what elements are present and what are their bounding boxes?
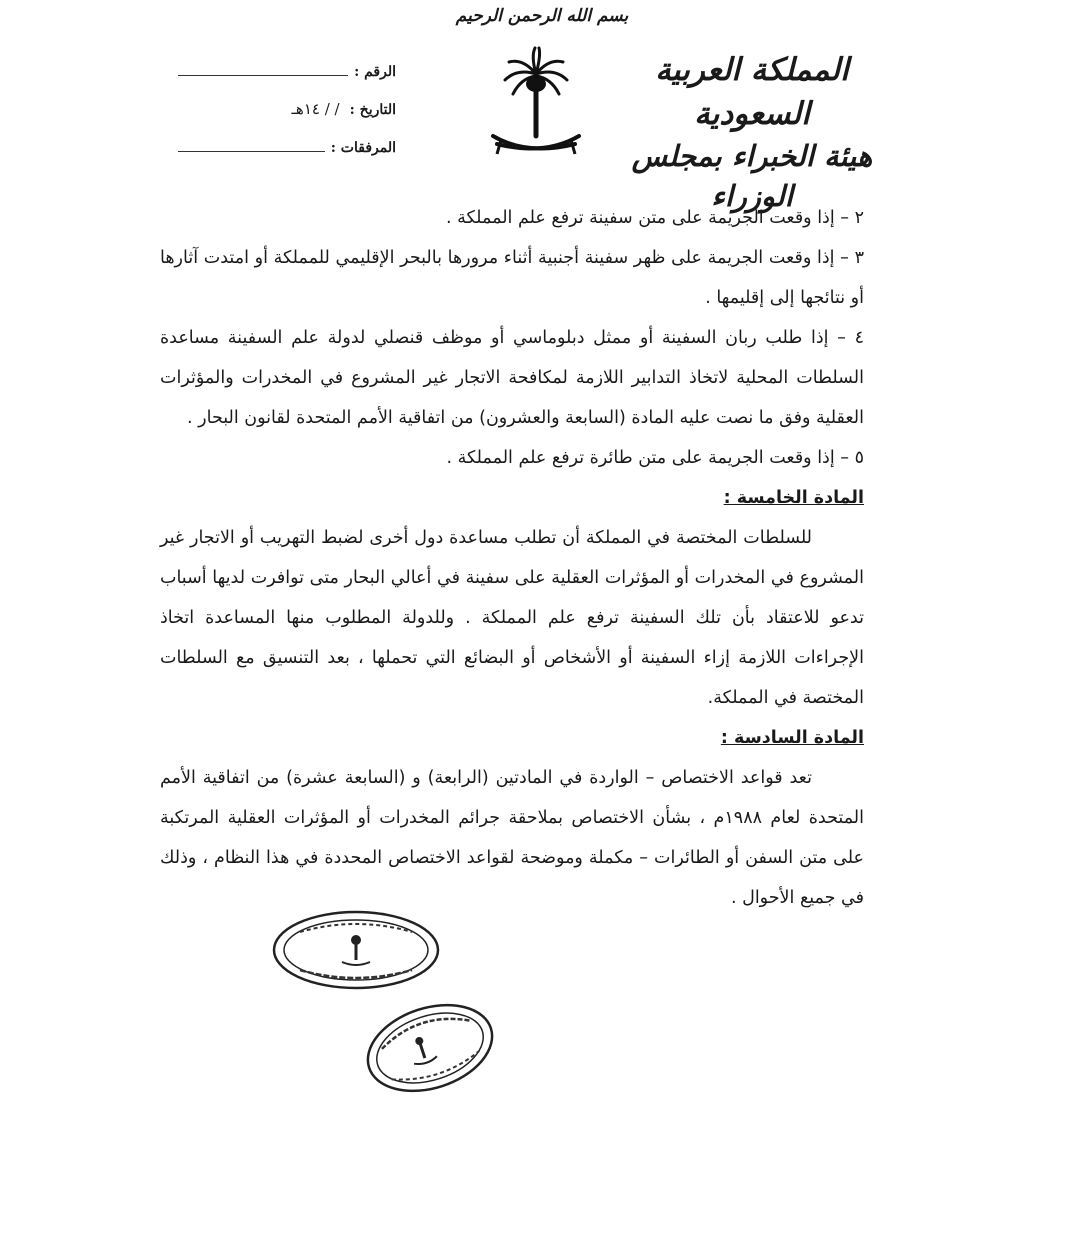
organization-header — [612, 48, 892, 216]
org-line-2: هيئة الخبراء بمجلس الوزراء — [631, 139, 873, 213]
attachments-row — [178, 118, 396, 156]
date-label: التاريخ : — [349, 102, 396, 118]
clause-item: ٥ – إذا وقعت الجريمة على متن طائرة ترفع علم المملكة . — [446, 448, 864, 468]
official-seal-icon — [270, 908, 442, 992]
palm-swords-emblem-icon — [487, 44, 585, 164]
org-line-1: المملكة العربية السعودية — [655, 52, 849, 132]
reference-block — [178, 42, 396, 156]
basmala: بسم الله الرحمن الرحيم — [455, 6, 629, 26]
attachments-line — [178, 150, 325, 152]
clause-item: ٣ – إذا وقعت الجريمة على ظهر سفينة أجنبية أثناء مرورها بالبحر الإقليمي للمملكة أو امتدت آثارها أو نتائجها إلى إقليمها . — [160, 248, 864, 308]
ref-line — [178, 74, 348, 76]
clause-item: ٤ – إذا طلب ربان السفينة أو ممثل دبلوماسي أو موظف قنصلي لدولة علم السفينة مساعدة السلطات المحلية لاتخاذ التدابير اللازمة لمكافحة الاتجار غير المشروع في المخدرات والمؤثرات العقلية وفق ما نصت عليه المادة (السابعة والعشرون) من اتفاقية الأمم المتحدة لقانون البحار . — [160, 328, 864, 428]
article-heading: المادة السادسة : — [720, 728, 864, 748]
article-heading: المادة الخامسة : — [723, 488, 864, 508]
article-paragraph: تعد قواعد الاختصاص – الواردة في المادتين (الرابعة) و (السابعة عشرة) من اتفاقية الأمم المتحدة لعام ١٩٨٨م ، بشأن الاختصاص بملاحقة جرائم المخدرات أو المؤثرات العقلية المرتكبة على متن السفن أو الطائرات – مكملة وموضحة لقواعد الاختصاص المحددة في هذا النظام ، وذلك في جميع الأحوال . — [160, 768, 864, 908]
clause-item: ٢ – إذا وقعت الجريمة على متن سفينة ترفع علم المملكة . — [446, 208, 864, 228]
document-body — [160, 198, 864, 918]
official-seal-icon — [360, 1000, 500, 1096]
ref-label: الرقم : — [354, 64, 396, 80]
date-row — [178, 80, 396, 118]
article-paragraph: للسلطات المختصة في المملكة أن تطلب مساعدة دول أخرى لضبط التهريب أو الاتجار غير المشروع في المخدرات أو المؤثرات العقلية على سفينة في أعالي البحار متى توافرت لديها أسباب تدعو للاعتقاد بأن تلك السفينة ترفع علم المملكة . وللدولة المطلوب منها المساعدة اتخاذ الإجراءات اللازمة إزاء السفينة أو الأشخاص أو البضائع التي تحملها ، بعد التنسيق مع السلطات المختصة في المملكة. — [160, 528, 864, 708]
attachments-label: المرفقات : — [330, 140, 396, 156]
date-value: / / ١٤هـ — [291, 100, 340, 118]
ref-row — [178, 42, 396, 80]
